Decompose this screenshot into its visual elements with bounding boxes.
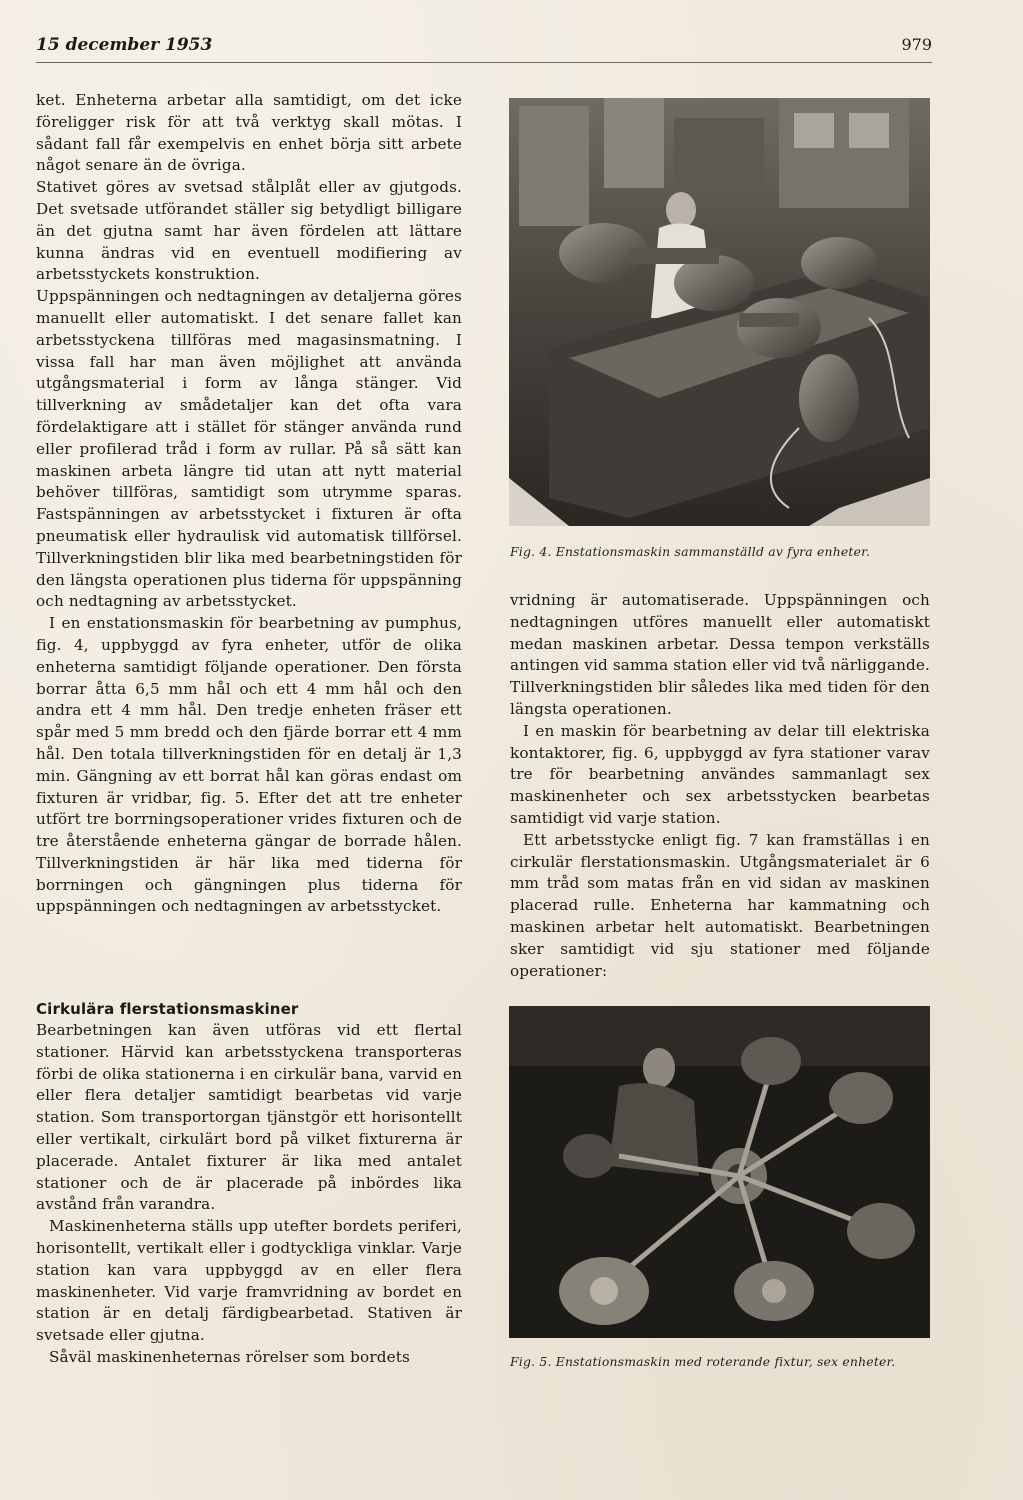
paragraph: Stativet göres av svetsad stålplåt eller av gjutgods. Det svetsade utförandet ställer sig betydligt billigare än det gjutna samt har även fördelen att lättare kunna ändras vid en eventuell modifiering av arbetsstyckets konstruktion.: [36, 178, 462, 284]
paragraph: Maskinenheterna ställs upp utefter bordets periferi, horisontellt, vertikalt eller i godtyckliga vinklar. Varje station kan vara uppbyggd av en eller flera maskinenheter. Vid varje framvridning av bordet en station är en detalj färdigbearbetad. Stativen är svetsade eller gjutna.: [36, 1217, 462, 1345]
figure-4-photo: [509, 98, 930, 526]
left-column-top: [36, 90, 462, 918]
figure-5-photo: [509, 1006, 930, 1338]
section-heading: Cirkulära flerstationsmaskiner: [36, 1000, 299, 1018]
page-number: 979: [901, 35, 932, 54]
page-header: [36, 34, 932, 63]
paragraph: Såväl maskinenheternas rörelser som bordets: [49, 1347, 410, 1366]
figure-5-caption: Fig. 5. Enstationsmaskin med roterande fixtur, sex enheter.: [510, 1354, 896, 1369]
rotary-machine-photo-illustration: [509, 1006, 930, 1338]
paragraph: ket. Enheterna arbetar alla samtidigt, om det icke föreligger risk för att två verktyg skall mötas. I sådant fall får exempelvis en enhet börja sitt arbete något senare än de övriga.: [36, 91, 462, 175]
paragraph: I en maskin för bearbetning av delar till elektriska kontaktorer, fig. 6, uppbyggd av fyra stationer varav tre för bearbetning användes sammanlagt sex maskinenheter och sex arbetsstycken bearbetas samtidigt vid varje station.: [510, 721, 930, 827]
paragraph: I en enstationsmaskin för bearbetning av pumphus, fig. 4, uppbyggd av fyra enheter, utför de olika enheterna samtidigt följande operationer. Den första borrar åtta 6,5 mm hål och ett 4 mm hål och den andra ett 4 mm hål. Den tredje enheten fräser ett spår med 5 mm bredd och den fjärde borrar ett 4 mm hål. Den totala tillverkningstiden för en detalj är 1,3 min. Gängning av ett borrat hål kan göras endast om fixturen är vridbar, fig. 5. Efter det att tre enheter utfört tre borrningsoperationer vrides fixturen och de tre återstående enheterna gängar de borrade hålen. Tillverkningstiden är här lika med tiderna för borrningen och gängningen plus tiderna för uppspänningen och nedtagningen av arbetsstycket.: [36, 614, 462, 916]
machine-photo-illustration: [509, 98, 930, 526]
right-column: [510, 590, 930, 982]
left-column-bottom: [36, 998, 462, 1369]
paragraph: vridning är automatiserade. Uppspänningen och nedtagningen utföres manuellt eller automatiskt medan maskinen arbetar. Dessa tempon verkställs antingen vid samma station eller vid två närliggande. Tillverkningstiden blir således lika med tiden för den längsta operationen.: [510, 591, 930, 718]
paragraph: Bearbetningen kan även utföras vid ett flertal stationer. Härvid kan arbetsstyckena transporteras förbi de olika stationerna i en cirkulär bana, varvid en eller flera detaljer samtidigt bearbetas vid varje station. Som transportorgan tjänstgör ett horisontellt eller vertikalt, cirkulärt bord på vilket fixturerna är placerade. Antalet fixturer är lika med antalet stationer och de är placerade på inbördes lika avstånd från varandra.: [36, 1021, 462, 1214]
paragraph: Ett arbetsstycke enligt fig. 7 kan framställas i en cirkulär flerstationsmaskin. Utgångsmaterialet är 6 mm tråd som matas från en vid sidan av maskinen placerad rulle. Enheterna har kammatning och maskinen arbetar helt automatiskt. Bearbetningen sker samtidigt vid sju stationer med följande operationer:: [510, 830, 930, 980]
header-date: 15 december 1953: [36, 35, 213, 55]
paragraph: Uppspänningen och nedtagningen av detaljerna göres manuellt eller automatiskt. I det senare fallet kan arbetsstyckena tillföras med magasinsmatning. I vissa fall har man även möjlighet att använda utgångsmaterial i form av långa stänger. Vid tillverkning av smådetaljer kan det ofta vara fördelaktigare att i stället för stänger använda rund eller profilerad tråd i form av rullar. På så sätt kan maskinen arbeta längre tid utan att nytt material behöver tillföras, samtidigt som utrymme sparas. Fastspänningen av arbetsstycket i fixturen är ofta pneumatisk eller hydraulisk vid automatisk tillförsel. Tillverkningstiden blir lika med bearbetningstiden för den längsta operationen plus tiderna för uppspänning och nedtagning av arbetsstycket.: [36, 287, 462, 611]
figure-4-caption: Fig. 4. Enstationsmaskin sammanställd av fyra enheter.: [510, 544, 871, 559]
